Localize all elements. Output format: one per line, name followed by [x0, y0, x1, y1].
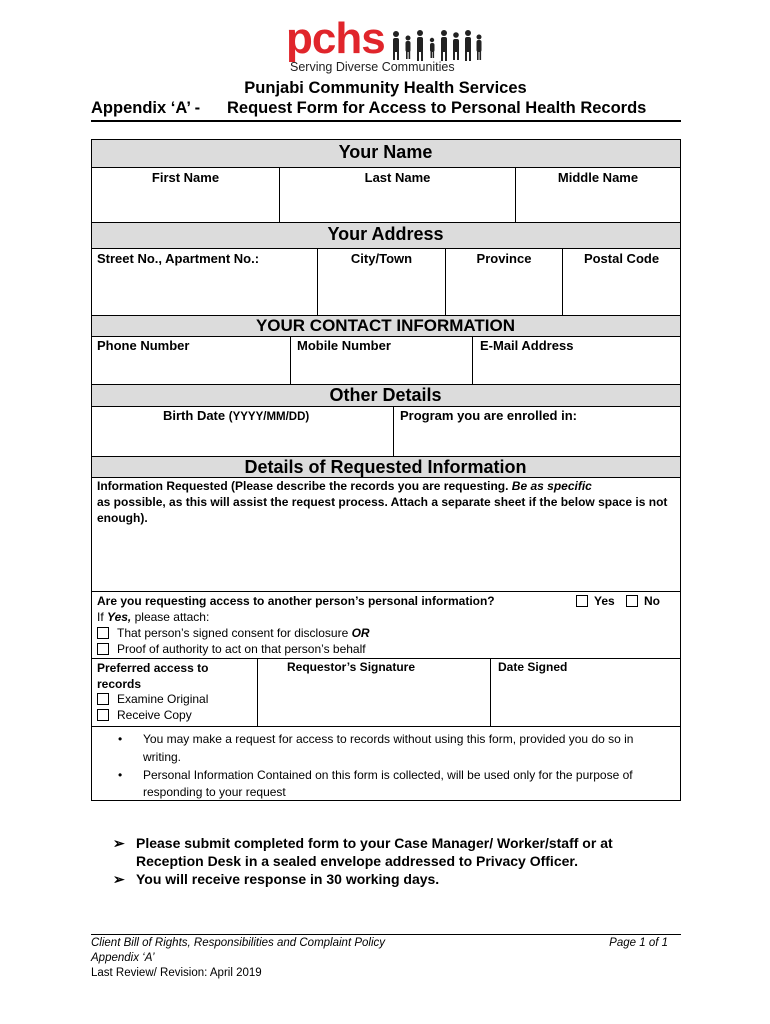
yes-label: Yes — [594, 594, 615, 608]
people-silhouettes-icon — [390, 28, 484, 64]
footer-policy: Client Bill of Rights, Responsibilities and Complaint Policy — [91, 937, 386, 949]
last-name-label: Last Name — [364, 170, 431, 185]
birth-date-text: Birth Date — [163, 408, 226, 423]
if-yes-em: Yes, — [107, 610, 132, 624]
signature-field[interactable] — [258, 678, 489, 725]
divider — [91, 591, 681, 592]
arrow-bullet-icon: ➢ — [113, 871, 125, 887]
yes-checkbox[interactable] — [576, 595, 588, 607]
email-field[interactable] — [473, 356, 680, 383]
header-rule — [91, 120, 681, 122]
last-name-field[interactable] — [280, 188, 514, 221]
note-text: You may make a request for access to records without using this form, provided you do so in writing. — [143, 732, 634, 764]
mobile-label: Mobile Number — [297, 338, 391, 353]
authority-checkbox[interactable] — [97, 643, 109, 655]
postal-code-field[interactable] — [563, 270, 680, 314]
first-name-field[interactable] — [92, 188, 278, 221]
name-section-title: Your Name — [338, 142, 433, 162]
yes-option[interactable] — [576, 594, 615, 608]
instruction-item — [113, 834, 673, 870]
birth-date-field[interactable] — [92, 426, 392, 455]
contact-section-title: YOUR CONTACT INFORMATION — [255, 316, 516, 335]
divider — [91, 167, 681, 168]
examine-original-option[interactable] — [97, 692, 208, 706]
instruction-text: You will receive response in 30 working days. — [136, 871, 440, 887]
no-option[interactable] — [626, 594, 660, 608]
divider — [91, 248, 681, 249]
street-field[interactable] — [92, 270, 316, 314]
date-signed-field[interactable] — [491, 678, 680, 725]
province-field[interactable] — [446, 270, 561, 314]
details-section-title: Details of Requested Information — [244, 457, 527, 477]
authority-option[interactable] — [97, 642, 366, 656]
birth-date-format: (YYYY/MM/DD) — [228, 411, 310, 423]
receive-copy-label: Receive Copy — [117, 708, 192, 722]
no-label: No — [644, 594, 660, 608]
note-text: Personal Information Contained on this form is collected, will be used only for the purpose of responding to your request — [143, 768, 633, 799]
consent-option[interactable] — [97, 626, 370, 640]
instruction-text: Please submit completed form to your Case Manager/ Worker/staff or at Reception Desk in a sealed envelope addressed to Privacy Officer. — [136, 835, 613, 869]
preferred-access-label: Preferred access to records — [97, 661, 209, 691]
consent-or: OR — [351, 626, 370, 640]
authority-label: Proof of authority to act on that person’s behalf — [117, 642, 366, 656]
divider — [91, 658, 681, 659]
examine-original-label: Examine Original — [117, 692, 209, 706]
if-yes-b: please attach: — [131, 610, 210, 624]
city-label: City/Town — [350, 251, 413, 266]
street-label: Street No., Apartment No.: — [97, 251, 260, 266]
info-requested-text — [97, 478, 677, 526]
page-title: Request Form for Access to Personal Health Records — [227, 99, 647, 117]
date-signed-label: Date Signed — [498, 660, 568, 674]
phone-field[interactable] — [92, 356, 289, 383]
signature-label: Requestor’s Signature — [287, 660, 416, 674]
bullet-icon: • — [118, 768, 123, 782]
mobile-field[interactable] — [291, 356, 471, 383]
info-text-a: Information Requested (Please describe the records you are requesting. — [97, 479, 512, 493]
first-name-label: First Name — [151, 170, 220, 185]
program-label: Program you are enrolled in: — [400, 408, 577, 423]
logo-tagline: Serving Diverse Communities — [290, 60, 455, 74]
if-yes-a: If — [97, 610, 108, 624]
receive-copy-option[interactable] — [97, 708, 192, 722]
consent-label: That person’s signed consent for disclosure — [117, 626, 352, 640]
logo-wordmark: pchs — [286, 14, 385, 63]
receive-copy-checkbox[interactable] — [97, 709, 109, 721]
org-name: Punjabi Community Health Services — [244, 79, 527, 97]
info-text-em: Be as specific — [511, 479, 592, 493]
divider — [91, 406, 681, 407]
instruction-item — [113, 870, 673, 888]
note-item — [118, 730, 666, 766]
other-section-title: Other Details — [329, 385, 442, 405]
footer-appendix: Appendix ‘A’ — [91, 952, 155, 964]
footer-page-number: Page 1 of 1 — [609, 937, 668, 949]
birth-date-label — [163, 408, 309, 423]
footer-rule — [91, 934, 681, 935]
no-checkbox[interactable] — [626, 595, 638, 607]
another-person-question: Are you requesting access to another person’s personal information? — [97, 594, 495, 608]
arrow-bullet-icon: ➢ — [113, 835, 125, 851]
note-item — [118, 767, 666, 801]
city-field[interactable] — [318, 270, 444, 314]
logo — [286, 14, 486, 76]
address-section-title: Your Address — [327, 224, 444, 244]
middle-name-field[interactable] — [516, 188, 680, 221]
footer-revision: Last Review/ Revision: April 2019 — [91, 967, 262, 979]
postal-code-label: Postal Code — [583, 251, 660, 266]
middle-name-label: Middle Name — [557, 170, 639, 185]
divider — [91, 726, 681, 727]
bullet-icon: • — [118, 732, 123, 746]
program-field[interactable] — [394, 426, 680, 455]
divider — [91, 336, 681, 337]
email-label: E-Mail Address — [480, 338, 574, 353]
examine-original-checkbox[interactable] — [97, 693, 109, 705]
province-label: Province — [476, 251, 532, 266]
phone-label: Phone Number — [97, 338, 190, 353]
info-requested-field[interactable] — [92, 530, 680, 590]
if-yes-text — [97, 610, 209, 624]
info-text-b: as possible, as this will assist the request process. Attach a separate sheet if the below space is not enough). — [97, 495, 668, 525]
appendix-label: Appendix ‘A’ - — [91, 99, 201, 117]
consent-checkbox[interactable] — [97, 627, 109, 639]
